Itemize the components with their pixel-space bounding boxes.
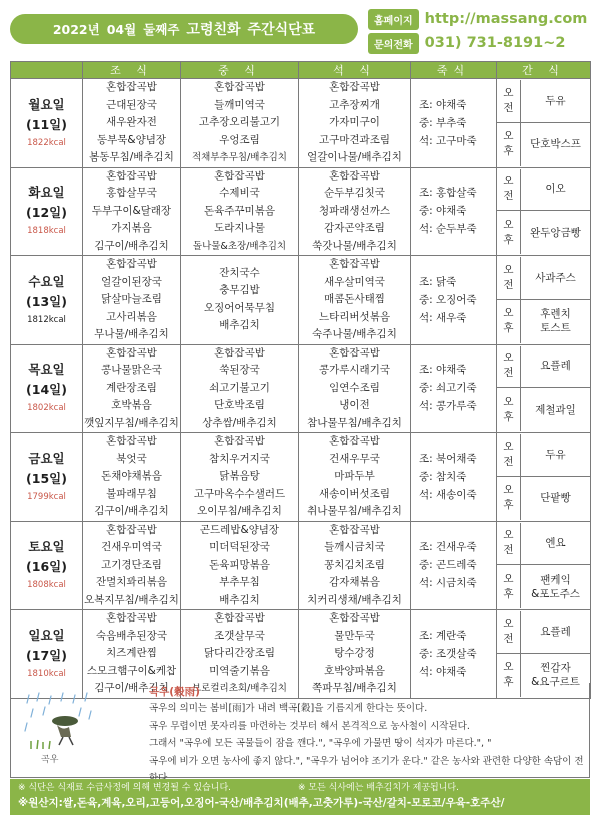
dinner-cell <box>299 521 411 610</box>
menu-item: 물만두국 <box>334 629 375 642</box>
snack-pm-label: 오 후 <box>497 300 521 343</box>
menu-item: 닭다리간장조림 <box>203 647 275 659</box>
menu-item: 혼합잡곡밥 <box>329 81 380 93</box>
menu-item: 들깨미역국 <box>214 98 265 111</box>
illustration-caption: 곡우 <box>41 755 59 765</box>
homepage-row <box>368 9 587 29</box>
snack-am-label: 오 전 <box>497 346 521 388</box>
porridge-cell <box>411 79 497 168</box>
phone-number: 031) 731-8191~2 <box>424 35 566 51</box>
menu-item: 돌나물&초장/배추김치 <box>192 240 287 252</box>
menu-item: 동부묵&양념장 <box>96 133 167 146</box>
breakfast-cell <box>83 167 181 256</box>
snack-am-item: 요플레 <box>540 360 571 373</box>
menu-item: 근대된장국 <box>106 98 157 111</box>
day-kcal: 1810kcal <box>27 668 66 679</box>
menu-item: 오징어어묵무침 <box>203 301 275 314</box>
porridge-item: 중: 조갯살죽 <box>419 647 477 660</box>
day-date: (15일) <box>26 470 67 486</box>
day-kcal: 1808kcal <box>27 580 66 591</box>
snack-am <box>497 434 590 477</box>
porridge-item: 중: 곤드레죽 <box>419 559 477 572</box>
header-dinner: 석 식 <box>299 62 411 79</box>
menu-item: 김구이/배추김치 <box>94 239 169 252</box>
lunch-cell <box>181 167 299 256</box>
porridge-item: 석: 야채죽 <box>419 665 467 678</box>
menu-item: 혼합잡곡밥 <box>106 435 157 447</box>
menu-item: 새송이버섯조림 <box>318 487 390 500</box>
day-row <box>11 256 591 345</box>
menu-item: 미더덕된장국 <box>209 541 270 553</box>
snack-am-label: 오 전 <box>497 523 521 565</box>
menu-item: 혼합잡곡밥 <box>214 346 265 359</box>
snack-pm <box>497 565 590 608</box>
snack-pm-label: 오 후 <box>497 388 521 431</box>
snack-am-label: 오 전 <box>497 611 521 653</box>
menu-item: 혼합잡곡밥 <box>214 435 265 447</box>
snack-cell <box>497 256 591 345</box>
snack-pm-item: 팬케익 &포도주스 <box>531 573 580 600</box>
title-main: 고령친화 <box>186 22 241 38</box>
menu-item: 오이무침/배추김치 <box>197 505 282 517</box>
snack-pm-item: 단팥빵 <box>540 492 571 505</box>
menu-item: 혼합잡곡밥 <box>106 346 157 359</box>
menu-item: 혼합잡곡밥 <box>329 169 380 182</box>
menu-item: 닭살마늘조림 <box>101 293 162 305</box>
homepage-label: 홈페이지 <box>368 9 419 30</box>
menu-item: 계란장조림 <box>106 381 157 394</box>
menu-item: 참치우거지국 <box>209 452 270 465</box>
menu-item: 돈육주꾸미볶음 <box>203 204 275 217</box>
menu-item: 깻잎지무침/배추김치 <box>84 416 179 429</box>
menu-item: 느타리버섯볶음 <box>318 310 390 323</box>
menu-item: 두부구이&달래장 <box>91 204 172 217</box>
menu-item: 마파두부 <box>334 470 375 482</box>
menu-item: 고구마견과조림 <box>318 133 390 146</box>
menu-item: 혼합잡곡밥 <box>106 169 157 182</box>
porridge-item: 조: 건새우죽 <box>419 541 477 554</box>
snack-am-item: 사과주스 <box>535 271 576 284</box>
day-cell <box>11 167 83 256</box>
menu-item: 쑥갓나물/배추김치 <box>312 239 397 252</box>
snack-pm-item: 후렌치 토스트 <box>540 308 571 335</box>
day-cell <box>11 79 83 168</box>
porridge-item: 석: 콩가루죽 <box>419 400 477 413</box>
menu-item: 감자채볶음 <box>329 576 380 588</box>
menu-item: 잔멸치꽈리볶음 <box>95 576 167 588</box>
breakfast-cell <box>83 344 181 433</box>
snack-cell <box>497 79 591 168</box>
porridge-item: 중: 부추죽 <box>419 116 467 129</box>
snack-cell <box>497 521 591 610</box>
snack-am <box>497 169 590 212</box>
day-name: 월요일 <box>28 96 65 112</box>
day-cell <box>11 256 83 345</box>
dinner-cell <box>299 79 411 168</box>
menu-item: 호박볶음 <box>111 399 152 411</box>
snack-cell <box>497 344 591 433</box>
note-menu-change: ※ 식단은 식재료 수급사정에 의해 변경될 수 있습니다. <box>18 783 232 793</box>
menu-item: 상추쌈/배추김치 <box>202 416 277 429</box>
menu-item: 꽁치김치조림 <box>324 558 385 571</box>
menu-item: 봄동무침/배추김치 <box>89 151 174 163</box>
day-name: 목요일 <box>28 362 65 378</box>
info-paragraph: 곡우의 의미는 봄비[雨]가 내려 백곡[穀]을 기름지게 한다는 뜻이다. <box>149 703 428 714</box>
day-kcal: 1812kcal <box>27 314 66 325</box>
header-lunch: 중 식 <box>181 62 299 79</box>
porridge-cell <box>411 433 497 522</box>
breakfast-cell <box>83 521 181 610</box>
menu-item: 조갯살무국 <box>214 629 265 642</box>
note-kimchi: ※ 모든 식사에는 배추김치가 제공됩니다. <box>298 783 459 793</box>
snack-pm <box>497 388 590 431</box>
snack-am <box>497 346 590 389</box>
porridge-item: 조: 홍합살죽 <box>419 187 477 200</box>
info-paragraph: 곡우 무렵이면 못자리를 마련하는 것부터 해서 본격적으로 농사철이 시작된다. <box>149 720 470 732</box>
info-paragraph: 그래서 "곡우에 모든 곡물들이 잠을 깬다.", "곡우에 가물면 땅이 석자가 마른다.", " <box>149 738 492 749</box>
menu-item: 건새우무국 <box>329 452 380 465</box>
day-date: (17일) <box>26 647 67 663</box>
header-porridge: 죽식 <box>411 62 497 79</box>
snack-pm-item: 찐감자 &요구르트 <box>531 662 580 689</box>
day-name: 금요일 <box>28 450 65 466</box>
menu-item: 감자곤약조림 <box>324 222 385 234</box>
title-week: 둘째주 <box>143 22 180 37</box>
table-header-row <box>11 62 591 79</box>
menu-item: 도라지나물 <box>214 222 265 234</box>
day-date: (16일) <box>26 559 67 575</box>
menu-item: 냉이전 <box>339 399 370 411</box>
menu-item: 치즈계란찜 <box>106 647 157 659</box>
menu-item: 혼합잡곡밥 <box>329 346 380 359</box>
snack-pm <box>497 123 590 166</box>
day-name: 일요일 <box>28 627 65 643</box>
menu-item: 수제비국 <box>219 187 260 199</box>
snack-pm-item: 단호박스프 <box>530 138 581 151</box>
menu-item: 고구마옥수수샐러드 <box>193 487 286 500</box>
day-name: 화요일 <box>28 185 65 201</box>
weekly-menu-table <box>10 61 591 699</box>
origin-note: ※원산지:쌀,돈육,계육,오리,고등어,오징어-국산/배추김치(배추,고춧가루)-국산/갈치-모로코/우육-호주산/ <box>18 797 505 809</box>
day-kcal: 1822kcal <box>27 137 66 148</box>
menu-item: 혼합잡곡밥 <box>214 612 265 624</box>
day-kcal: 1802kcal <box>27 403 66 414</box>
porridge-cell <box>411 256 497 345</box>
snack-am-item: 두유 <box>545 94 566 107</box>
snack-am-item: 이오 <box>545 183 566 196</box>
snack-pm <box>497 211 590 254</box>
rain-farmer-illustration-icon <box>23 691 95 753</box>
menu-item: 새우완자전 <box>106 116 157 128</box>
menu-item: 얼갈이나물/배추김치 <box>307 151 402 163</box>
day-cell <box>11 521 83 610</box>
porridge-item: 석: 새송이죽 <box>419 488 477 501</box>
porridge-item: 석: 순두부죽 <box>419 223 477 236</box>
lunch-cell <box>181 256 299 345</box>
menu-item: 건새우미역국 <box>101 541 162 553</box>
menu-item: 호박양파볶음 <box>324 664 385 677</box>
menu-item: 혼합잡곡밥 <box>214 81 265 93</box>
snack-cell <box>497 167 591 256</box>
menu-item: 불파래무침 <box>106 487 157 500</box>
snack-pm-label: 오 후 <box>497 477 521 520</box>
menu-item: 곤드레밥&양념장 <box>199 523 280 536</box>
day-cell <box>11 344 83 433</box>
porridge-cell <box>411 344 497 433</box>
snack-pm-label: 오 후 <box>497 211 521 254</box>
lunch-cell <box>181 344 299 433</box>
porridge-item: 중: 참치죽 <box>419 470 467 483</box>
homepage-link[interactable]: http://massang.com <box>424 11 588 27</box>
menu-item: 적채부추무침/배추김치 <box>192 152 287 163</box>
menu-item: 치커리생채/배추김치 <box>307 593 402 606</box>
porridge-item: 중: 야채죽 <box>419 205 467 218</box>
snack-pm-item: 제철과일 <box>535 403 576 416</box>
menu-item: 고사리볶음 <box>106 310 157 323</box>
menu-item: 콩나물맑은국 <box>101 364 162 376</box>
info-paragraph: 곡우에 비가 오면 농사에 좋지 않다.", "곡우가 넘어야 조기가 운다." 같은 농사와 관련한 다양한 속담이 전 <box>149 755 584 767</box>
menu-item: 고추장오리불고기 <box>198 116 281 128</box>
snack-pm-label: 오 후 <box>497 123 521 166</box>
snack-pm <box>497 477 590 520</box>
menu-item: 혼합잡곡밥 <box>214 169 265 182</box>
dinner-cell <box>299 433 411 522</box>
menu-item: 혼합잡곡밥 <box>329 612 380 624</box>
menu-item: 닭볶음탕 <box>219 470 260 482</box>
menu-item: 고기경단조림 <box>101 558 162 571</box>
menu-item: 돈육피망볶음 <box>209 558 270 571</box>
menu-item: 숙주나물/배추김치 <box>312 328 397 340</box>
day-row <box>11 521 591 610</box>
porridge-item: 조: 야채죽 <box>419 98 467 111</box>
menu-item: 콩가루시래기국 <box>318 364 390 376</box>
menu-item: 가지볶음 <box>111 222 152 234</box>
snack-am <box>497 523 590 566</box>
menu-item: 우엉조림 <box>219 133 260 146</box>
breakfast-cell <box>83 79 181 168</box>
menu-item: 혼합잡곡밥 <box>329 523 380 536</box>
porridge-item: 석: 고구마죽 <box>419 134 477 147</box>
menu-item: 김구이/배추김치 <box>94 682 169 694</box>
menu-item: 혼합잡곡밥 <box>106 612 157 624</box>
menu-item: 청파래생선까스 <box>318 204 390 217</box>
seasonal-info-box <box>10 683 590 778</box>
snack-am <box>497 611 590 654</box>
info-text <box>149 700 585 788</box>
title-month: 04월 <box>106 22 137 37</box>
title-year: 2022년 <box>52 22 100 37</box>
menu-item: 혼합잡곡밥 <box>106 81 157 93</box>
menu-item: 참나물무침/배추김치 <box>307 416 402 429</box>
day-name: 수요일 <box>28 273 65 289</box>
phone-label: 문의전화 <box>368 33 419 54</box>
menu-item: 숙음배추된장국 <box>95 629 167 642</box>
menu-item: 충무김밥 <box>219 284 260 297</box>
porridge-item: 조: 북어채죽 <box>419 452 477 465</box>
snack-am-item: 두유 <box>545 448 566 461</box>
menu-item: 쑥된장국 <box>219 364 260 376</box>
menu-item: 김구이/배추김치 <box>94 505 169 517</box>
menu-item: 무나물/배추김치 <box>94 328 169 340</box>
breakfast-cell <box>83 256 181 345</box>
snack-am-label: 오 전 <box>497 169 521 211</box>
snack-am-item: 엔요 <box>545 537 566 550</box>
day-date: (11일) <box>26 116 67 132</box>
porridge-item: 중: 쇠고기죽 <box>419 382 477 395</box>
notes-row <box>18 781 582 795</box>
menu-item: 북엇국 <box>116 452 147 465</box>
menu-item: 배추김치 <box>219 319 260 332</box>
snack-am-label: 오 전 <box>497 80 521 122</box>
day-date: (14일) <box>26 382 67 398</box>
menu-item: 가자미구이 <box>329 116 380 128</box>
porridge-item: 석: 시금치죽 <box>419 577 477 590</box>
day-date: (13일) <box>26 293 67 309</box>
day-row <box>11 433 591 522</box>
porridge-item: 조: 야채죽 <box>419 364 467 377</box>
menu-item: 임연수조림 <box>329 381 380 394</box>
lunch-cell <box>181 433 299 522</box>
header-snack: 간 식 <box>497 62 591 79</box>
info-title: 곡우(穀雨) <box>149 686 200 698</box>
snack-am <box>497 257 590 300</box>
dinner-cell <box>299 167 411 256</box>
menu-item: 단호박조림 <box>214 399 265 411</box>
menu-item: 브로컬리초회/배추김치 <box>192 683 287 694</box>
menu-item: 부추무침 <box>219 576 260 588</box>
porridge-item: 중: 오징어죽 <box>419 293 477 306</box>
snack-am-label: 오 전 <box>497 434 521 476</box>
menu-item: 고추장찌개 <box>329 98 380 111</box>
snack-am-label: 오 전 <box>497 257 521 299</box>
title-sub: 주간식단표 <box>247 22 316 38</box>
menu-item: 돈채야채볶음 <box>101 470 162 482</box>
menu-item: 혼합잡곡밥 <box>106 523 157 536</box>
day-date: (12일) <box>26 205 67 221</box>
snack-am-item: 요플레 <box>540 625 571 638</box>
menu-item: 취나물무침/배추김치 <box>307 505 402 517</box>
menu-item: 매콤돈사태찜 <box>324 293 385 305</box>
porridge-item: 석: 새우죽 <box>419 311 467 324</box>
header-breakfast: 조 식 <box>83 62 181 79</box>
menu-item: 혼합잡곡밥 <box>329 435 380 447</box>
dinner-cell <box>299 344 411 433</box>
menu-item: 순두부김칫국 <box>324 187 385 199</box>
dinner-cell <box>299 256 411 345</box>
menu-item: 얼갈이된장국 <box>101 275 162 288</box>
lunch-cell <box>181 79 299 168</box>
menu-item: 미역줄기볶음 <box>209 664 270 677</box>
snack-pm <box>497 300 590 343</box>
porridge-cell <box>411 521 497 610</box>
lunch-cell <box>181 521 299 610</box>
title-banner <box>10 14 358 44</box>
menu-item: 탕수강정 <box>334 647 375 659</box>
day-kcal: 1799kcal <box>27 491 66 502</box>
snack-cell <box>497 433 591 522</box>
porridge-cell <box>411 167 497 256</box>
breakfast-cell <box>83 433 181 522</box>
header <box>0 0 600 56</box>
porridge-item: 조: 닭죽 <box>419 275 457 288</box>
menu-item: 오복지무침/배추김치 <box>84 593 179 606</box>
menu-item: 혼합잡곡밥 <box>329 258 380 270</box>
day-cell <box>11 433 83 522</box>
menu-item: 쇠고기불고기 <box>209 381 270 394</box>
phone-row <box>368 33 565 53</box>
snack-pm-label: 오 후 <box>497 654 521 697</box>
menu-item: 새우살미역국 <box>324 275 385 288</box>
day-kcal: 1818kcal <box>27 226 66 237</box>
menu-item: 홍합살무국 <box>106 187 157 199</box>
menu-item: 스모크햄구이&케찹 <box>86 664 177 677</box>
snack-pm-item: 완두앙금빵 <box>530 226 581 239</box>
day-row <box>11 79 591 168</box>
menu-item: 배추김치 <box>219 593 260 606</box>
menu-item: 혼합잡곡밥 <box>106 258 157 270</box>
menu-item: 들깨시금치국 <box>324 541 385 553</box>
notes-bar <box>10 779 590 815</box>
menu-item: 잔치국수 <box>219 266 260 279</box>
snack-am <box>497 80 590 123</box>
snack-pm-label: 오 후 <box>497 565 521 608</box>
menu-item: 쪽파무침/배추김치 <box>312 682 397 694</box>
day-row <box>11 344 591 433</box>
header-day-col <box>11 62 83 79</box>
day-name: 토요일 <box>28 539 65 555</box>
porridge-item: 조: 계란죽 <box>419 629 467 642</box>
day-row <box>11 167 591 256</box>
